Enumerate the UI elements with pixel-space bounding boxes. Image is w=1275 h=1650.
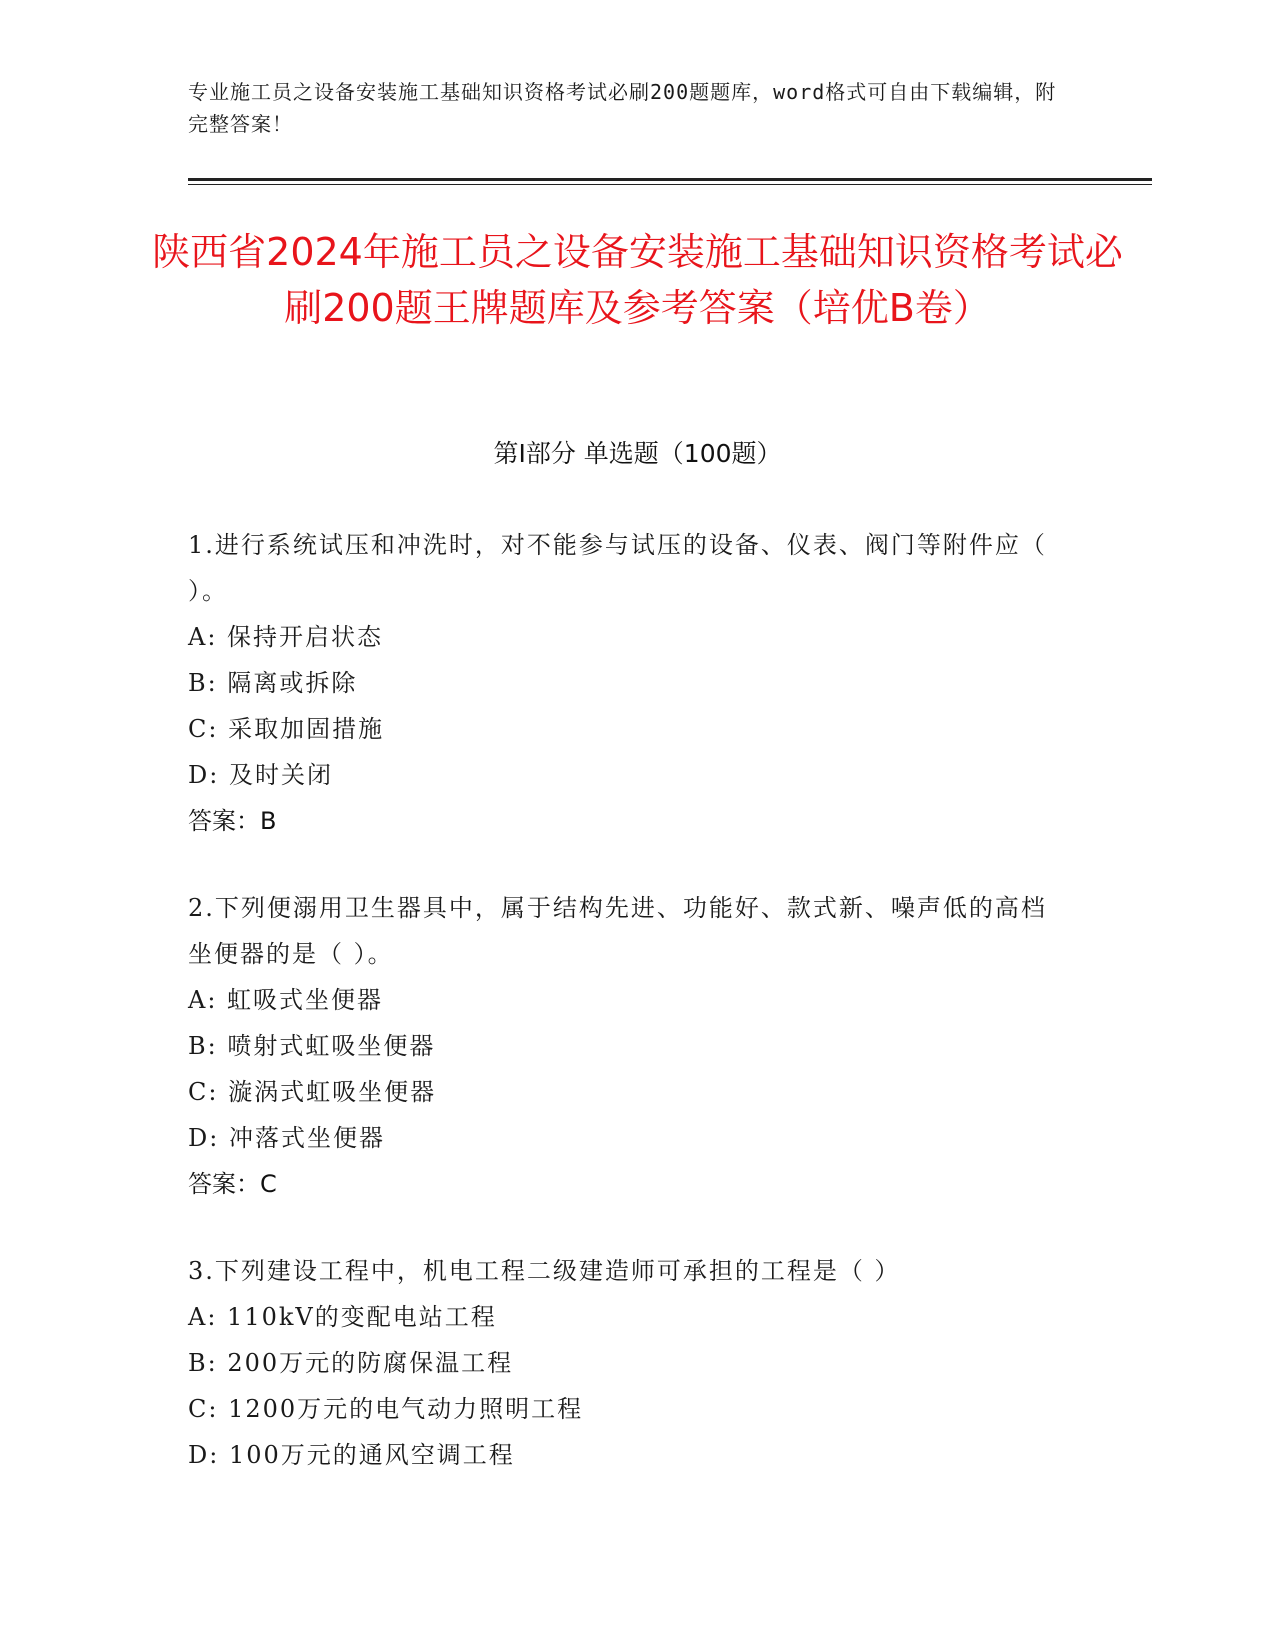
option-d: D: 100万元的通风空调工程 bbox=[188, 1441, 515, 1469]
option-a: A: 110kV的变配电站工程 bbox=[188, 1303, 497, 1331]
option-b: B: 隔离或拆除 bbox=[188, 669, 358, 697]
header-rule-thin bbox=[188, 184, 1152, 185]
option-b: B: 喷射式虹吸坐便器 bbox=[188, 1032, 436, 1060]
option-b: B: 200万元的防腐保温工程 bbox=[188, 1349, 514, 1377]
option-a: A: 保持开启状态 bbox=[188, 623, 384, 651]
option-a: A: 虹吸式坐便器 bbox=[188, 986, 384, 1014]
section-title: 第I部分 单选题（100题） bbox=[493, 439, 782, 468]
option-c: C: 采取加固措施 bbox=[188, 715, 385, 743]
option-d: D: 及时关闭 bbox=[188, 761, 333, 789]
option-c: C: 漩涡式虹吸坐便器 bbox=[188, 1078, 437, 1106]
option-c: C: 1200万元的电气动力照明工程 bbox=[188, 1395, 584, 1423]
header-rule-thick bbox=[188, 178, 1152, 181]
question-stem: 2.下列便溺用卫生器具中，属于结构先进、功能好、款式新、噪声低的高档坐便器的是（ ）。 bbox=[188, 894, 1047, 968]
question-block bbox=[188, 885, 1068, 1207]
question-block bbox=[188, 1248, 1068, 1478]
header-note: 专业施工员之设备安装施工基础知识资格考试必刷200题题库，word格式可自由下载编辑，附完整答案！ bbox=[188, 80, 1057, 136]
question-stem: 3.下列建设工程中，机电工程二级建造师可承担的工程是（ ） bbox=[188, 1257, 901, 1285]
document-title: 陕西省2024年施工员之设备安装施工基础知识资格考试必刷200题王牌题库及参考答案（培优B卷） bbox=[152, 230, 1123, 330]
answer: 答案：C bbox=[188, 1170, 277, 1198]
question-stem: 1.进行系统试压和冲洗时，对不能参与试压的设备、仪表、阀门等附件应（ ）。 bbox=[188, 531, 1047, 605]
answer: 答案：B bbox=[188, 807, 277, 835]
question-block bbox=[188, 522, 1068, 844]
option-d: D: 冲落式坐便器 bbox=[188, 1124, 385, 1152]
